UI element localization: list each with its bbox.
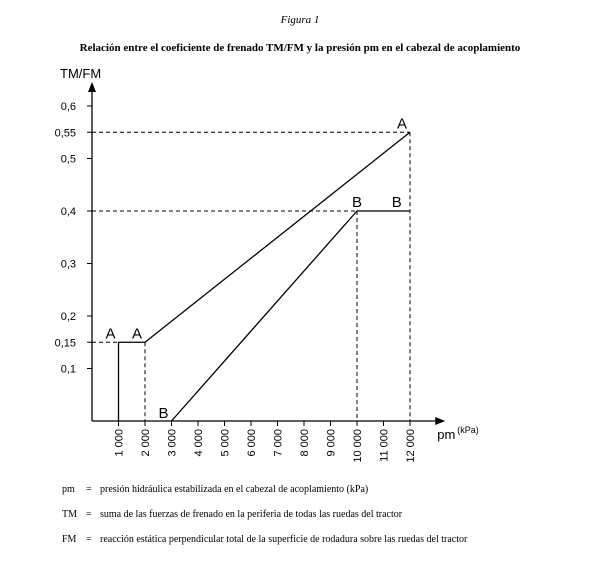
x-tick-label: 10 000: [352, 429, 364, 463]
legend-item-pm: [62, 484, 368, 495]
x-tick-label: 11 000: [378, 429, 391, 462]
x-tick-label: 4 000: [193, 429, 205, 457]
x-tick-label: 6 000: [246, 429, 258, 457]
y-tick-label: 0,55: [54, 127, 76, 140]
y-tick-label: 0,2: [60, 311, 76, 323]
legend-item-fm: [62, 534, 467, 545]
x-tick-label: 9 000: [325, 429, 338, 457]
point-label: B: [391, 194, 402, 211]
x-tick-label: 12 000: [405, 429, 417, 463]
y-tick-label: 0,6: [60, 101, 76, 113]
y-tick-label: 0,3: [60, 258, 76, 271]
chart-title: Relación entre el coeficiente de frenado TM/FM y la presión pm en el cabezal de acoplamiento: [79, 42, 521, 54]
point-label: A: [396, 115, 407, 133]
x-tick-label: 3 000: [166, 429, 179, 457]
y-axis-arrow: [88, 82, 96, 92]
x-axis-title: pm: [437, 427, 456, 442]
legend-equals: =: [86, 534, 92, 545]
legend-text: suma de las fuerzas de frenado en la periferia de todas las ruedas del tractor: [100, 509, 403, 520]
y-axis-title: TM/FM: [60, 66, 102, 81]
y-tick-label: 0,1: [60, 363, 76, 376]
legend-symbol: pm: [62, 484, 75, 495]
series-line-a: [119, 132, 411, 421]
point-label: A: [131, 325, 142, 343]
legend-symbol: TM: [62, 509, 77, 520]
legend-item-tm: [62, 509, 402, 520]
legend-text: reacción estática perpendicular total de la superficie de rodadura sobre las ruedas del tractor: [100, 534, 468, 545]
x-axis-unit: (kPa): [457, 425, 479, 435]
x-tick-label: 5 000: [219, 429, 232, 457]
legend-text: presión hidráulica estabilizada en el cabezal de acoplamiento (kPa): [100, 484, 369, 495]
figure-label: Figura 1: [280, 14, 320, 26]
point-label: B: [158, 405, 169, 422]
point-label: B: [351, 194, 363, 211]
series-line-b: [172, 211, 411, 421]
x-tick-label: 2 000: [140, 429, 152, 457]
y-tick-label: 0,15: [54, 337, 76, 350]
legend-equals: =: [86, 484, 92, 495]
x-axis-arrow: [435, 417, 445, 425]
y-tick-label: 0,4: [60, 206, 76, 218]
x-tick-label: 1 000: [113, 429, 126, 457]
legend-symbol: FM: [62, 534, 77, 545]
x-tick-label: 8 000: [299, 429, 311, 457]
x-tick-label: 7 000: [272, 429, 285, 457]
point-label: A: [105, 325, 116, 343]
legend-equals: =: [86, 509, 92, 520]
y-tick-label: 0,5: [60, 153, 76, 166]
